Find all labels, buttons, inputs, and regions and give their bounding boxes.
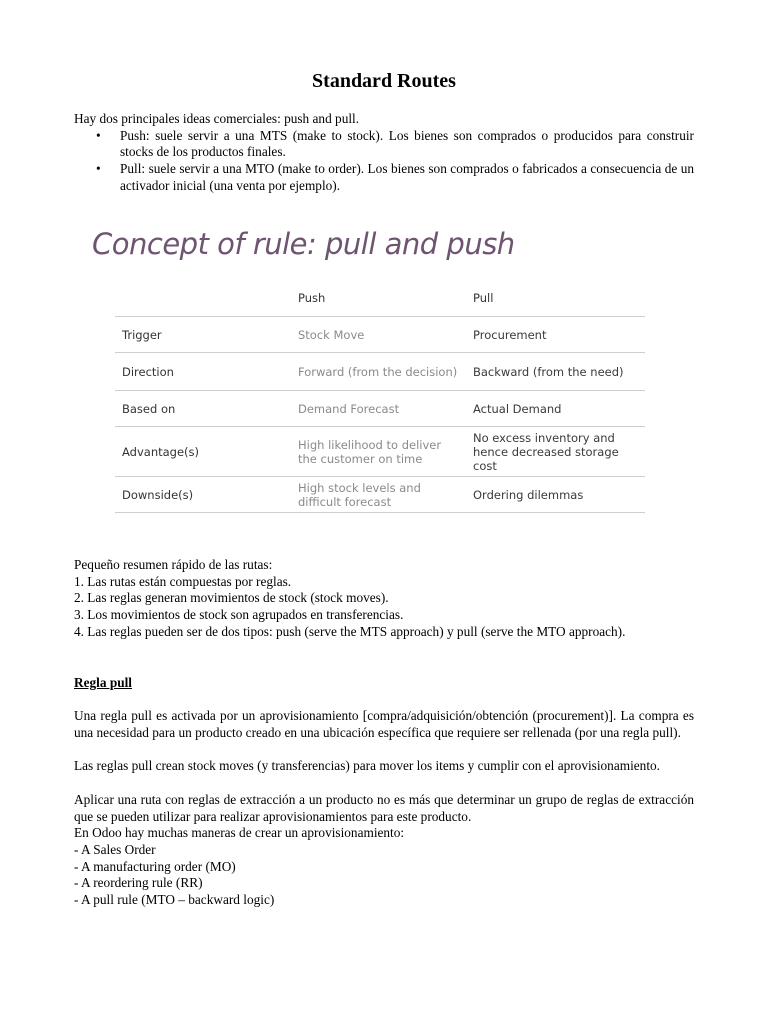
table-header xyxy=(115,280,291,317)
table-row xyxy=(115,427,645,477)
push-cell: Stock Move xyxy=(291,317,466,353)
list-item xyxy=(74,128,694,161)
list-item: - A manufacturing order (MO) xyxy=(74,858,236,874)
push-cell: Demand Forecast xyxy=(291,391,466,427)
table-header: Pull xyxy=(473,291,494,305)
push-cell: Forward (from the decision) xyxy=(291,353,466,391)
paragraph: Aplicar una ruta con reglas de extracción a un producto no es más que determinar un grupo de reglas de extracción que se pueden utilizar para realizar aprovisionamientos para este producto. xyxy=(74,791,694,824)
pull-cell: Backward (from the need) xyxy=(466,353,645,391)
paragraph: En Odoo hay muchas maneras de crear un aprovisionamiento: xyxy=(74,825,405,841)
summary-section xyxy=(74,557,694,641)
list-item: 3. Los movimientos de stock son agrupados en transferencias. xyxy=(74,607,404,623)
bullet-icon: • xyxy=(96,161,101,177)
list-item: 2. Las reglas generan movimientos de stock (stock moves). xyxy=(74,590,389,606)
summary-lead: Pequeño resumen rápido de las rutas: xyxy=(74,557,273,572)
row-label: Based on xyxy=(115,391,291,427)
table-row xyxy=(115,477,645,513)
pull-cell: No excess inventory and hence decreased storage cost xyxy=(466,427,645,477)
table-row xyxy=(115,353,645,391)
page-title: Standard Routes xyxy=(312,70,456,92)
table-header-row xyxy=(115,280,645,317)
concept-table xyxy=(115,280,645,513)
row-label: Trigger xyxy=(115,317,291,353)
row-label: Direction xyxy=(115,353,291,391)
row-label: Downside(s) xyxy=(115,477,291,513)
paragraph: Una regla pull es activada por un aprovisionamiento [compra/adquisición/obtención (procurement)]. La compra es una necesidad para un producto creado en una ubicación específica que requiere ser rellenada (por una regla pull). xyxy=(74,708,694,741)
table-header: Push xyxy=(298,291,326,305)
push-cell: High likelihood to deliver the customer on time xyxy=(291,427,466,477)
pull-cell: Actual Demand xyxy=(466,391,645,427)
intro-bullet-list xyxy=(74,128,694,195)
list-item: 4. Las reglas pueden ser de dos tipos: push (serve the MTS approach) y pull (serve the MTO approach). xyxy=(74,623,626,639)
list-item: - A Sales Order xyxy=(74,841,156,857)
table-row xyxy=(115,391,645,427)
row-label: Advantage(s) xyxy=(115,427,291,477)
bullet-text: Pull: suele servir a una MTO (make to order). Los bienes son comprados o fabricados a consecuencia de un activador inicial (una venta por ejemplo). xyxy=(120,161,694,193)
list-item xyxy=(74,161,694,194)
list-item: - A pull rule (MTO – backward logic) xyxy=(74,892,275,908)
section-heading: Regla pull xyxy=(74,675,132,690)
table-row xyxy=(115,317,645,353)
bullet-text: Push: suele servir a una MTS (make to stock). Los bienes son comprados o producidos para construir stocks de los productos finales. xyxy=(120,127,694,160)
pull-rule-section xyxy=(74,675,694,909)
bullet-icon: • xyxy=(96,127,101,143)
paragraph: Las reglas pull crean stock moves (y transferencias) para mover los items y cumplir con el aprovisionamiento. xyxy=(74,758,660,774)
push-cell: High stock levels and difficult forecast xyxy=(291,477,466,513)
pull-cell: Procurement xyxy=(466,317,645,353)
figure-title: Concept of rule: pull and push xyxy=(92,227,515,261)
pull-cell: Ordering dilemmas xyxy=(466,477,645,513)
intro-section xyxy=(74,111,694,195)
list-item: 1. Las rutas están compuestas por reglas. xyxy=(74,573,292,589)
intro-line: Hay dos principales ideas comerciales: push and pull. xyxy=(74,111,360,126)
list-item: - A reordering rule (RR) xyxy=(74,875,203,891)
